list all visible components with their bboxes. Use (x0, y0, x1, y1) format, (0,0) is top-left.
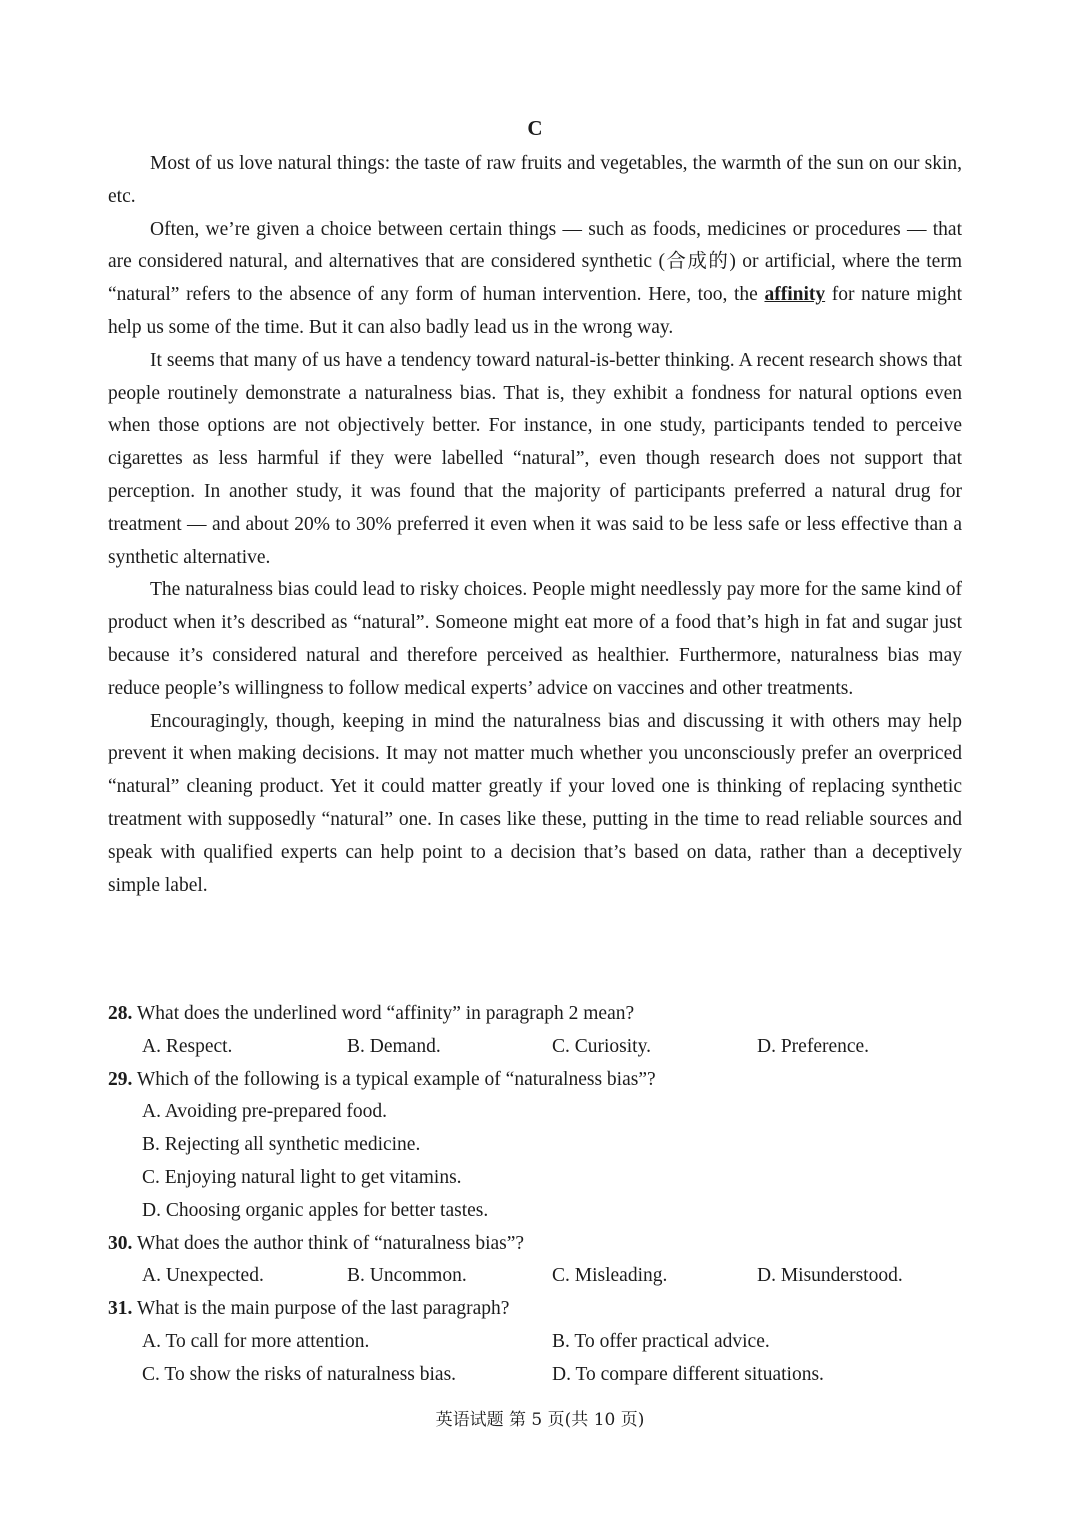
option-d: D. Preference. (757, 1035, 870, 1057)
paragraph-1: Most of us love natural things: the taste of raw fruits and vegetables, the warmth of the sun on our skin, etc. (108, 153, 962, 207)
question-number: 28. (108, 1003, 133, 1024)
page-footer: 英语试题 第 5 页(共 10 页) (435, 1410, 645, 1430)
option-a: A. Unexpected. (142, 1265, 264, 1287)
question-text: What does the author think of “naturalness bias”? (136, 1232, 525, 1254)
option-b: B. Uncommon. (347, 1265, 467, 1287)
option-c: C. Enjoying natural light to get vitamins. (142, 1166, 462, 1188)
question-number: 29. (108, 1068, 133, 1090)
paragraph-5: Encouragingly, though, keeping in mind the naturalness bias and discussing it with others may help prevent it when making decisions. It may not matter much whether you unconsciously prefer an overpriced “natural” cleaning product. Yet it could matter greatly if your loved one is thinking of replacing synthetic treatment with supposedly “natural” one. In cases like these, putting in the time to read reliable sources and speak with qualified experts can help point to a decision that’s based on data, rather than a deceptively simple label. (108, 710, 962, 896)
paragraph-4: The naturalness bias could lead to risky choices. People might needlessly pay more for the same kind of product when it’s described as “natural”. Someone might eat more of a food that’s high in fat and sugar just because it’s considered natural and therefore perceived as healthier. Furthermore, naturalness bias may reduce people’s willingness to follow medical experts’ advice on vaccines and other treatments. (108, 579, 962, 699)
question-text: What is the main purpose of the last paragraph? (136, 1298, 510, 1320)
option-d: D. Choosing organic apples for better tastes. (142, 1199, 489, 1221)
options-31-row2 (108, 1359, 962, 1392)
option-a: A. To call for more attention. (142, 1330, 370, 1352)
options-31-row1 (108, 1326, 962, 1359)
option-c: C. Curiosity. (552, 1035, 651, 1057)
options-28 (108, 1031, 962, 1064)
paragraph-2 (108, 214, 962, 345)
question-31 (108, 1293, 962, 1326)
option-b: B. Rejecting all synthetic medicine. (142, 1134, 421, 1156)
paragraph-2-after: for nature might help us some of the time. But it can also badly lead us in the wrong way. (108, 284, 962, 338)
options-30 (108, 1260, 962, 1293)
option-d: D. Misunderstood. (757, 1265, 903, 1287)
option-c: C. To show the risks of naturalness bias. (142, 1363, 457, 1385)
question-28 (108, 998, 962, 1031)
option-a: A. Avoiding pre-prepared food. (142, 1101, 387, 1123)
question-text: What does the underlined word “affinity” in paragraph 2 mean? (136, 1003, 635, 1024)
question-29 (108, 1064, 962, 1097)
question-30 (108, 1228, 962, 1261)
option-c: C. Misleading. (552, 1265, 668, 1287)
option-d: D. To compare different situations. (552, 1363, 824, 1385)
option-b: B. Demand. (347, 1035, 441, 1057)
question-list (108, 998, 962, 1392)
question-number: 30. (108, 1232, 133, 1254)
question-number: 31. (108, 1298, 133, 1320)
option-b: B. To offer practical advice. (552, 1330, 770, 1352)
underlined-word: affinity (764, 284, 826, 306)
paragraph-3: It seems that many of us have a tendency toward natural-is-better thinking. A recent research shows that people routinely demonstrate a naturalness bias. That is, they exhibit a fondness for natural options even when those options are not objectively better. For instance, in one study, participants tended to perceive cigarettes as less harmful if they were labelled “natural”, even though research does not support that perception. In another study, it was found that the majority of participants preferred a natural drug for treatment — and about 20% to 30% preferred it even when it was said to be less safe or less effective than a synthetic alternative. (108, 349, 962, 568)
option-a: A. Respect. (142, 1035, 233, 1057)
section-heading: C (527, 116, 543, 140)
paragraph-2-before: Often, we’re given a choice between certain things — such as foods, medicines or procedures — that are considered natural, and alternatives that are considered synthetic (合成的) or artificial, where the term “natural” refers to the absence of any form of human intervention. Here, too, the (108, 218, 962, 306)
question-text: Which of the following is a typical example of “naturalness bias”? (136, 1068, 656, 1090)
reading-passage (108, 148, 962, 902)
